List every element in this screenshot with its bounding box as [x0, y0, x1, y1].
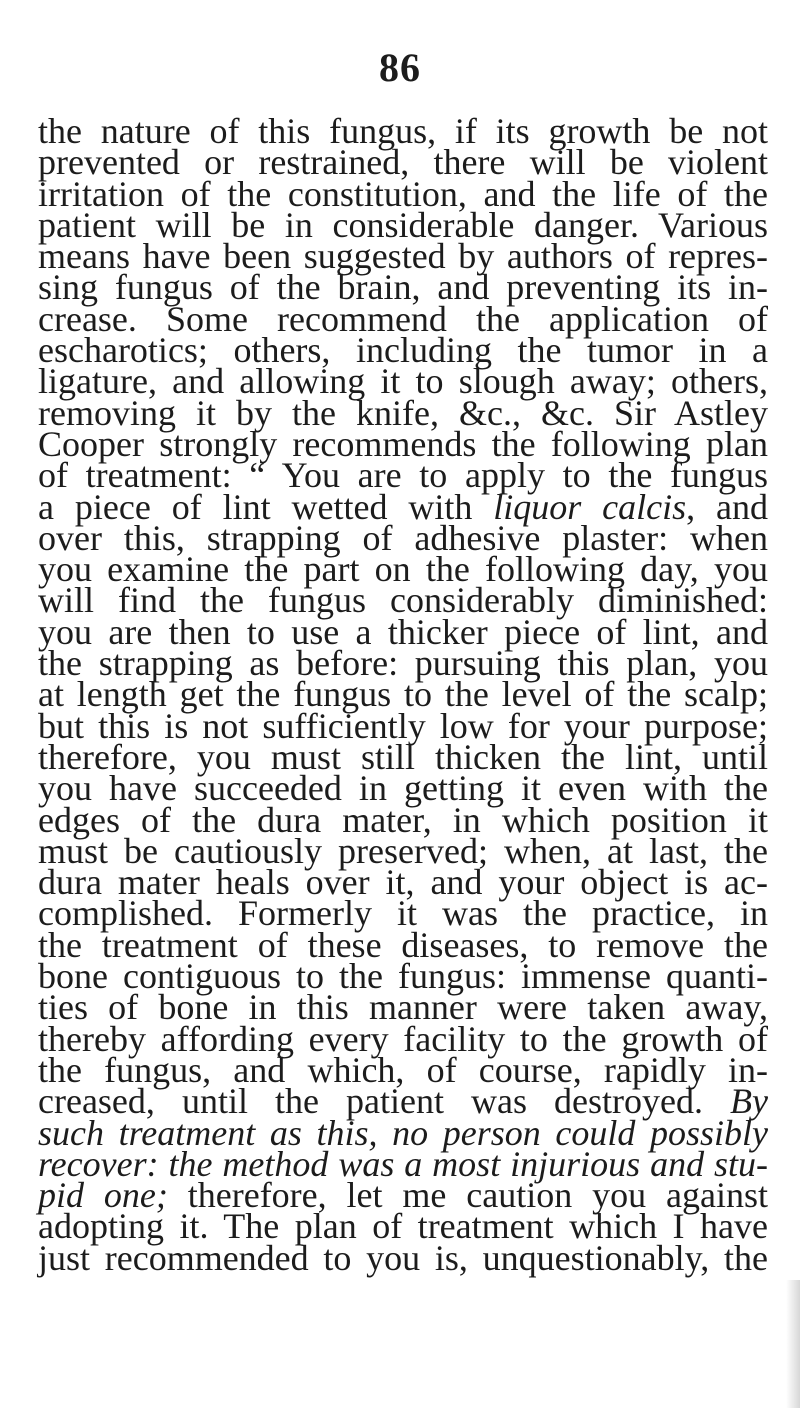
text-line: pid one; therefore, let me caution you against: [38, 1175, 768, 1216]
text-line: means have been suggested by authors of repres-: [38, 236, 768, 277]
text-line: will find the fungus considerably diminished:: [38, 580, 768, 621]
text-line: prevented or restrained, there will be violent: [38, 142, 768, 183]
text-line: but this is not sufficiently low for your purpose;: [38, 705, 768, 746]
text-line: patient will be in considerable danger. Various: [38, 204, 768, 245]
text-line: over this, strapping of adhesive plaster: when: [38, 517, 768, 558]
page-number: 86: [379, 45, 421, 90]
text-line: complished. Formerly it was the practice, in: [38, 893, 768, 934]
text-line: just recommended to you is, unquestionably, the: [38, 1237, 768, 1278]
text-line: therefore, you must still thicken the lint, until: [38, 736, 768, 777]
text-line: the strapping as before: pursuing this plan, you: [38, 643, 768, 684]
text-line: you are then to use a thicker piece of lint, and: [38, 611, 768, 652]
text-line: creased, until the patient was destroyed. By: [38, 1081, 768, 1122]
text-line: removing it by the knife, &c., &c. Sir Astley: [38, 392, 768, 433]
text-line: adopting it. The plan of treatment which I have: [38, 1206, 768, 1247]
text-line: ties of bone in this manner were taken away,: [38, 987, 768, 1028]
text-line: thereby affording every facility to the growth of: [38, 1018, 768, 1059]
text-line: the treatment of these diseases, to remove the: [38, 924, 768, 965]
text-line: ligature, and allowing it to slough away; others,: [38, 361, 768, 402]
text-line: must be cautiously preserved; when, at last, the: [38, 830, 768, 871]
text-line: you have succeeded in getting it even with the: [38, 768, 768, 809]
body-text: [38, 111, 769, 1278]
text-line: a piece of lint wetted with liquor calcis, and: [38, 486, 769, 527]
text-line: such treatment as this, no person could possibly: [38, 1112, 768, 1153]
text-line: bone contiguous to the fungus: immense quanti-: [38, 956, 768, 997]
text-line: edges of the dura mater, in which position it: [38, 799, 768, 840]
text-line: of treatment: “ You are to apply to the fungus: [38, 455, 768, 496]
text-line: sing fungus of the brain, and preventing its in-: [38, 267, 768, 308]
page-edge-shadow: [786, 1280, 800, 1408]
text-line: dura mater heals over it, and your object is ac-: [38, 862, 768, 903]
text-line: Cooper strongly recommends the following plan: [38, 423, 768, 464]
text-line: at length get the fungus to the level of the scalp;: [38, 674, 768, 715]
text-line: you examine the part on the following day, you: [38, 549, 768, 590]
text-line: irritation of the constitution, and the life of the: [38, 173, 768, 214]
text-line: recover: the method was a most injurious and stu-: [38, 1143, 768, 1184]
text-line: the nature of this fungus, if its growth be not: [38, 111, 768, 151]
text-line: crease. Some recommend the application of: [38, 298, 768, 339]
text-line: the fungus, and which, of course, rapidly in-: [38, 1049, 768, 1090]
text-line: escharotics; others, including the tumor in a: [38, 330, 768, 371]
